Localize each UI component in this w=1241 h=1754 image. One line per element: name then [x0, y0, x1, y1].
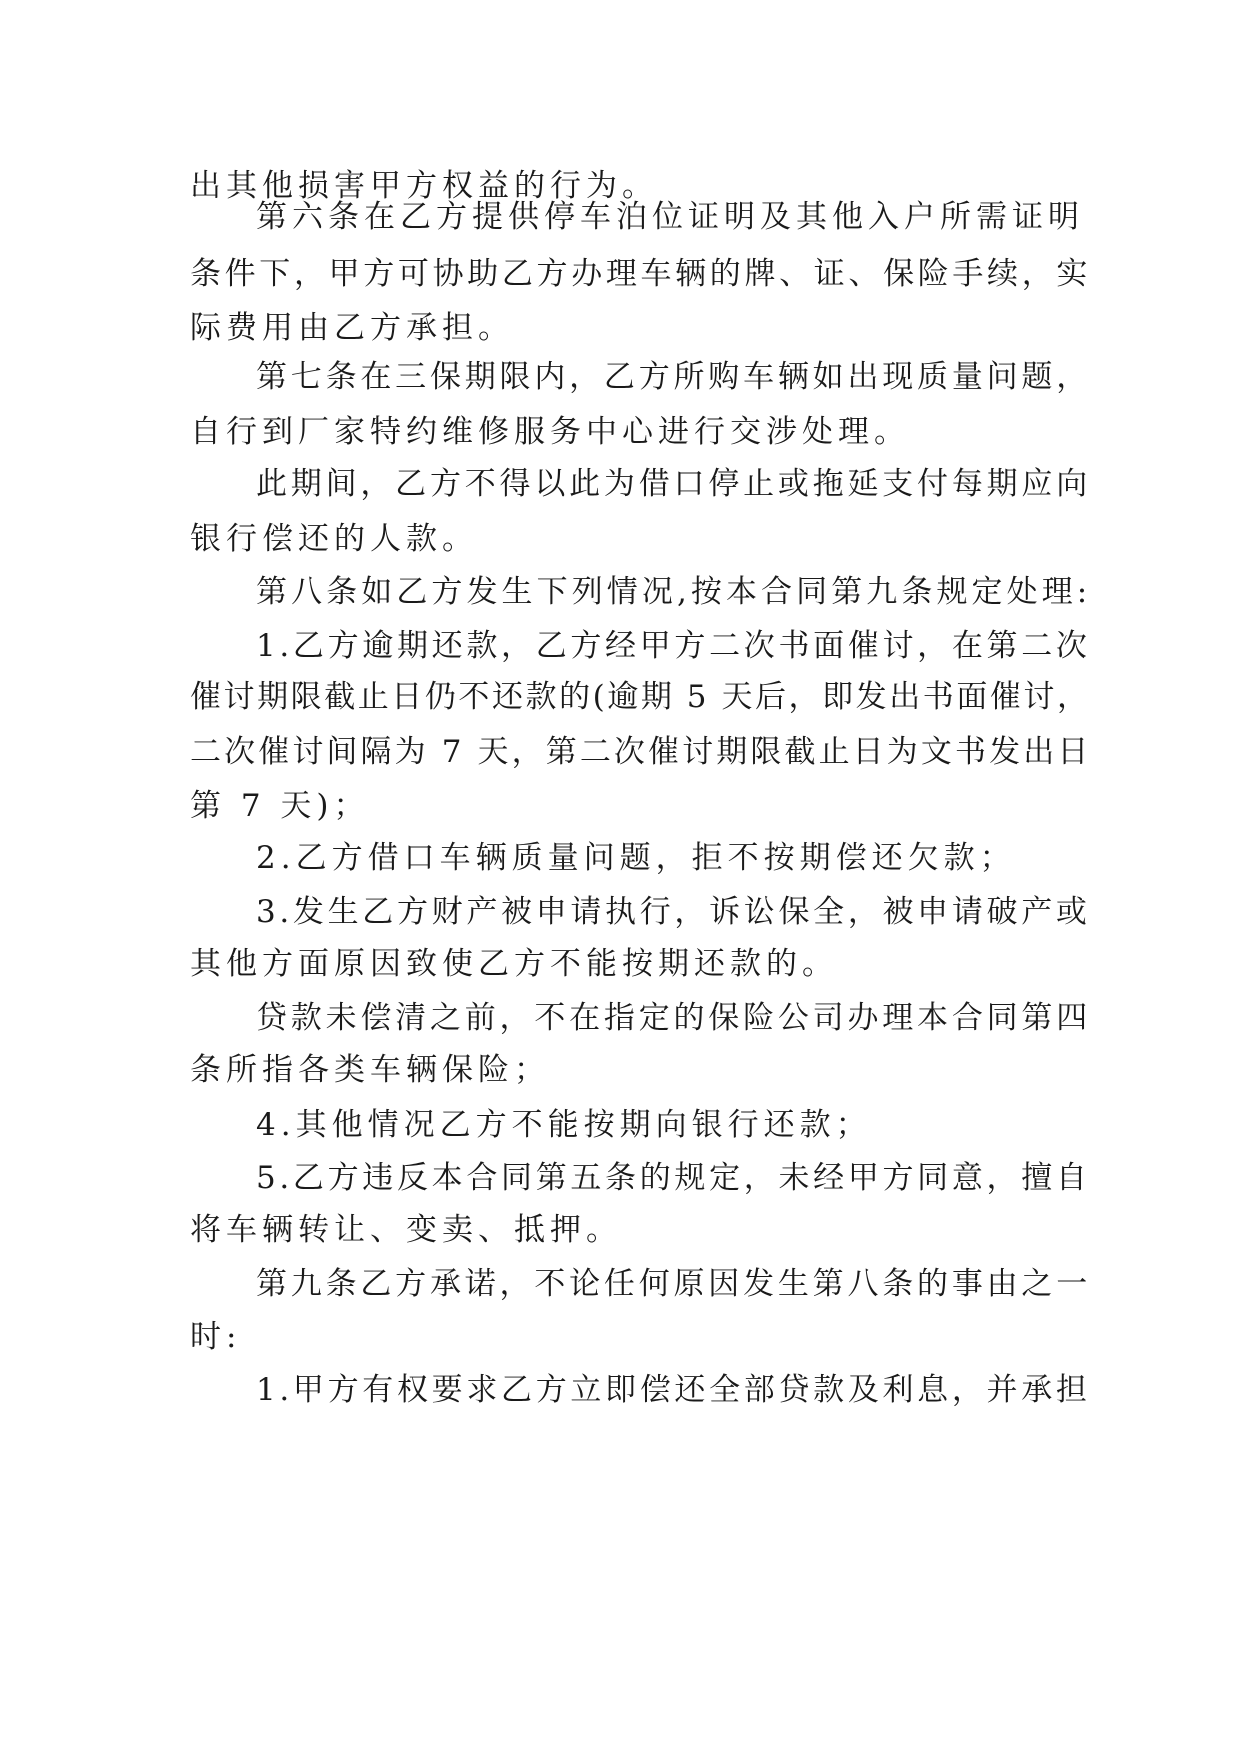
- text-line: 条件下，甲方可协助乙方办理车辆的牌、证、保险手续，实: [190, 256, 1091, 292]
- text-line: 时:: [190, 1319, 242, 1355]
- text-line: 1.乙方逾期还款，乙方经甲方二次书面催讨，在第二次: [256, 628, 1091, 664]
- text-line: 3.发生乙方财产被申请执行，诉讼保全，被申请破产或: [256, 894, 1091, 930]
- text-line: 二次催讨间隔为 7 天，第二次催讨期限截止日为文书发出日: [190, 734, 1092, 770]
- text-line: 4.其他情况乙方不能按期向银行还款；: [256, 1107, 872, 1143]
- text-line: 出其他损害甲方权益的行为。: [190, 168, 658, 204]
- text-line: 第六条在乙方提供停车泊位证明及其他入户所需证明: [256, 199, 1084, 235]
- text-line: 第九条乙方承诺，不论任何原因发生第八条的事由之一: [256, 1266, 1091, 1302]
- text-line: 将车辆转让、变卖、抵押。: [190, 1212, 622, 1248]
- text-line: 2.乙方借口车辆质量问题，拒不按期偿还欠款；: [256, 840, 1016, 876]
- text-line: 银行偿还的人款。: [190, 521, 478, 557]
- text-line: 其他方面原因致使乙方不能按期还款的。: [190, 946, 838, 982]
- text-line: 第八条如乙方发生下列情况,按本合同第九条规定处理:: [256, 574, 1092, 610]
- text-line: 5.乙方违反本合同第五条的规定，未经甲方同意，擅自: [256, 1160, 1091, 1196]
- text-line: 条所指各类车辆保险；: [190, 1052, 550, 1088]
- text-line: 贷款未偿清之前，不在指定的保险公司办理本合同第四: [256, 1000, 1091, 1036]
- text-line: 第 7 天)；: [190, 788, 370, 824]
- text-line: 际费用由乙方承担。: [190, 310, 514, 346]
- text-line: 1.甲方有权要求乙方立即偿还全部贷款及利息，并承担: [256, 1372, 1091, 1408]
- text-line: 第七条在三保期限内，乙方所购车辆如出现质量问题，: [256, 359, 1091, 395]
- text-line: 自行到厂家特约维修服务中心进行交涉处理。: [190, 414, 910, 450]
- text-line: 催讨期限截止日仍不还款的(逾期 5 天后，即发出书面催讨，: [190, 679, 1091, 715]
- text-line: 此期间，乙方不得以此为借口停止或拖延支付每期应向: [256, 466, 1091, 502]
